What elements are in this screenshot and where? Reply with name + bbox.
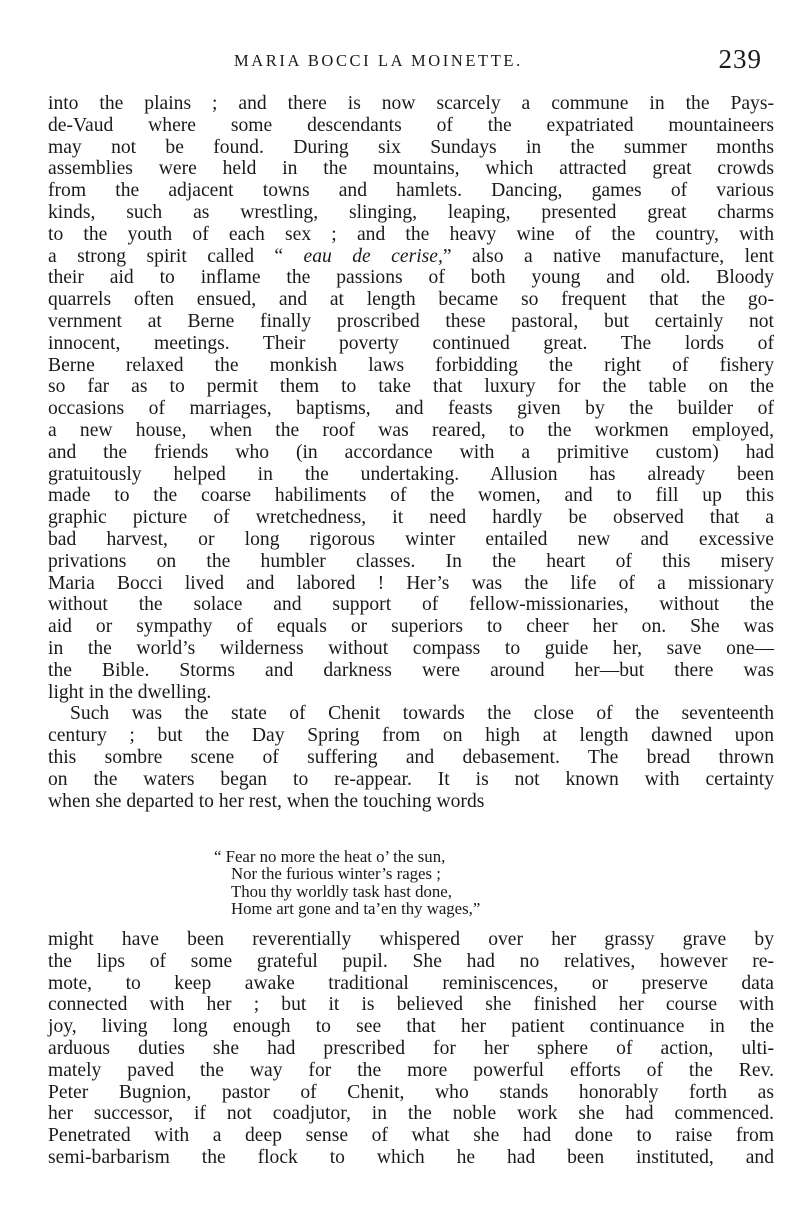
text-line: her successor, if not coadjutor, in the noble work she had commenced. xyxy=(48,1103,774,1125)
verse-line: Nor the furious winter’s rages ; xyxy=(231,864,441,884)
text-line: vernment at Berne finally proscribed these pastoral, but certainly not xyxy=(48,310,774,332)
text-line: this sombre scene of suffering and debasement. The bread thrown xyxy=(48,746,774,768)
text-line: privations on the humbler classes. In the heart of this misery xyxy=(48,550,774,572)
text-line: mote, to keep awake traditional reminiscences, or preserve data xyxy=(48,972,774,994)
text-line: in the world’s wilderness without compass to guide her, save one— xyxy=(48,637,774,659)
text-line: when she departed to her rest, when the touching words xyxy=(48,790,485,812)
text-line: Penetrated with a deep sense of what she had done to raise from xyxy=(48,1125,774,1147)
text-line: assemblies were held in the mountains, which attracted great crowds xyxy=(48,158,774,180)
text-line: joy, living long enough to see that her patient continuance in the xyxy=(48,1016,774,1038)
text-line: graphic picture of wretchedness, it need hardly be observed that a xyxy=(48,507,774,529)
paragraph-plains-and-misery xyxy=(48,93,774,812)
text-line: century ; but the Day Spring from on high at length dawned upon xyxy=(48,725,774,747)
text-line: into the plains ; and there is now scarcely a commune in the Pays- xyxy=(48,93,774,114)
text-line: the Bible. Storms and darkness were around her—but there was xyxy=(48,659,774,681)
text-line: bad harvest, or long rigorous winter entailed new and excessive xyxy=(48,528,774,550)
text-line: light in the dwelling. xyxy=(48,681,212,703)
text-line: gratuitously helped in the undertaking. Allusion has already been xyxy=(48,463,774,485)
text-line: might have been reverentially whispered over her grassy grave by xyxy=(48,929,774,950)
text-line: innocent, meetings. Their poverty continued great. The lords of xyxy=(48,332,774,354)
text-line: Maria Bocci lived and labored ! Her’s was the life of a missionary xyxy=(48,572,774,594)
text-line: kinds, such as wrestling, slinging, leaping, presented great charms xyxy=(48,201,774,223)
text-line: occasions of marriages, baptisms, and feasts given by the builder of xyxy=(48,398,774,420)
text-line: semi-barbarism the flock to which he had been instituted, and xyxy=(48,1146,774,1168)
text-line: mately paved the way for the more powerful efforts of the Rev. xyxy=(48,1059,774,1081)
running-head: MARIA BOCCI LA MOINETTE. xyxy=(234,51,523,70)
text-line: their aid to inflame the passions of both young and old. Bloody xyxy=(48,267,774,289)
text-line: de-Vaud where some descendants of the expatriated mountaineers xyxy=(48,114,774,136)
page-header xyxy=(48,44,776,80)
text-fragment: ” also a native manufacture, lent xyxy=(442,245,774,267)
text-line: from the adjacent towns and hamlets. Dancing, games of various xyxy=(48,180,774,202)
text-line: the lips of some grateful pupil. She had no relatives, however re- xyxy=(48,950,774,972)
italic-phrase: eau de cerise, xyxy=(303,245,443,267)
text-line: a new house, when the roof was reared, to the workmen employed, xyxy=(48,419,774,441)
text-line: so far as to permit them to take that luxury for the table on the xyxy=(48,376,774,398)
text-line: aid or sympathy of equals or superiors to cheer her on. She was xyxy=(48,616,774,638)
text-line: and the friends who (in accordance with a primitive custom) had xyxy=(48,441,774,463)
text-line: connected with her ; but it is believed she finished her course with xyxy=(48,994,774,1016)
text-line: Berne relaxed the monkish laws forbidding the right of fishery xyxy=(48,354,774,376)
text-line-with-italic xyxy=(48,246,774,268)
verse-line: Thou thy worldly task hast done, xyxy=(231,881,452,901)
text-line: to the youth of each sex ; and the heavy wine of the country, with xyxy=(48,223,774,245)
verse-line: Home art gone and ta’en thy wages,” xyxy=(231,899,481,919)
text-line-indented: Such was the state of Chenit towards the close of the seventeenth xyxy=(70,703,774,725)
text-line: may not be found. During six Sundays in the summer months xyxy=(48,136,774,158)
verse-quotation xyxy=(214,848,480,918)
paragraph-grave-and-successor xyxy=(48,929,774,1169)
text-line: Peter Bugnion, pastor of Chenit, who stands honorably forth as xyxy=(48,1081,774,1103)
text-line: quarrels often ensued, and at length became so frequent that the go- xyxy=(48,289,774,311)
text-line: made to the coarse habiliments of the women, and to fill up this xyxy=(48,485,774,507)
text-line: arduous duties she had prescribed for her sphere of action, ulti- xyxy=(48,1037,774,1059)
verse-line: “ Fear no more the heat o’ the sun, xyxy=(214,847,446,866)
text-line: on the waters began to re-appear. It is not known with certainty xyxy=(48,768,774,790)
text-line: without the solace and support of fellow-missionaries, without the xyxy=(48,594,774,616)
text-fragment: a strong spirit called “ xyxy=(48,245,304,267)
page-number: 239 xyxy=(718,44,762,74)
